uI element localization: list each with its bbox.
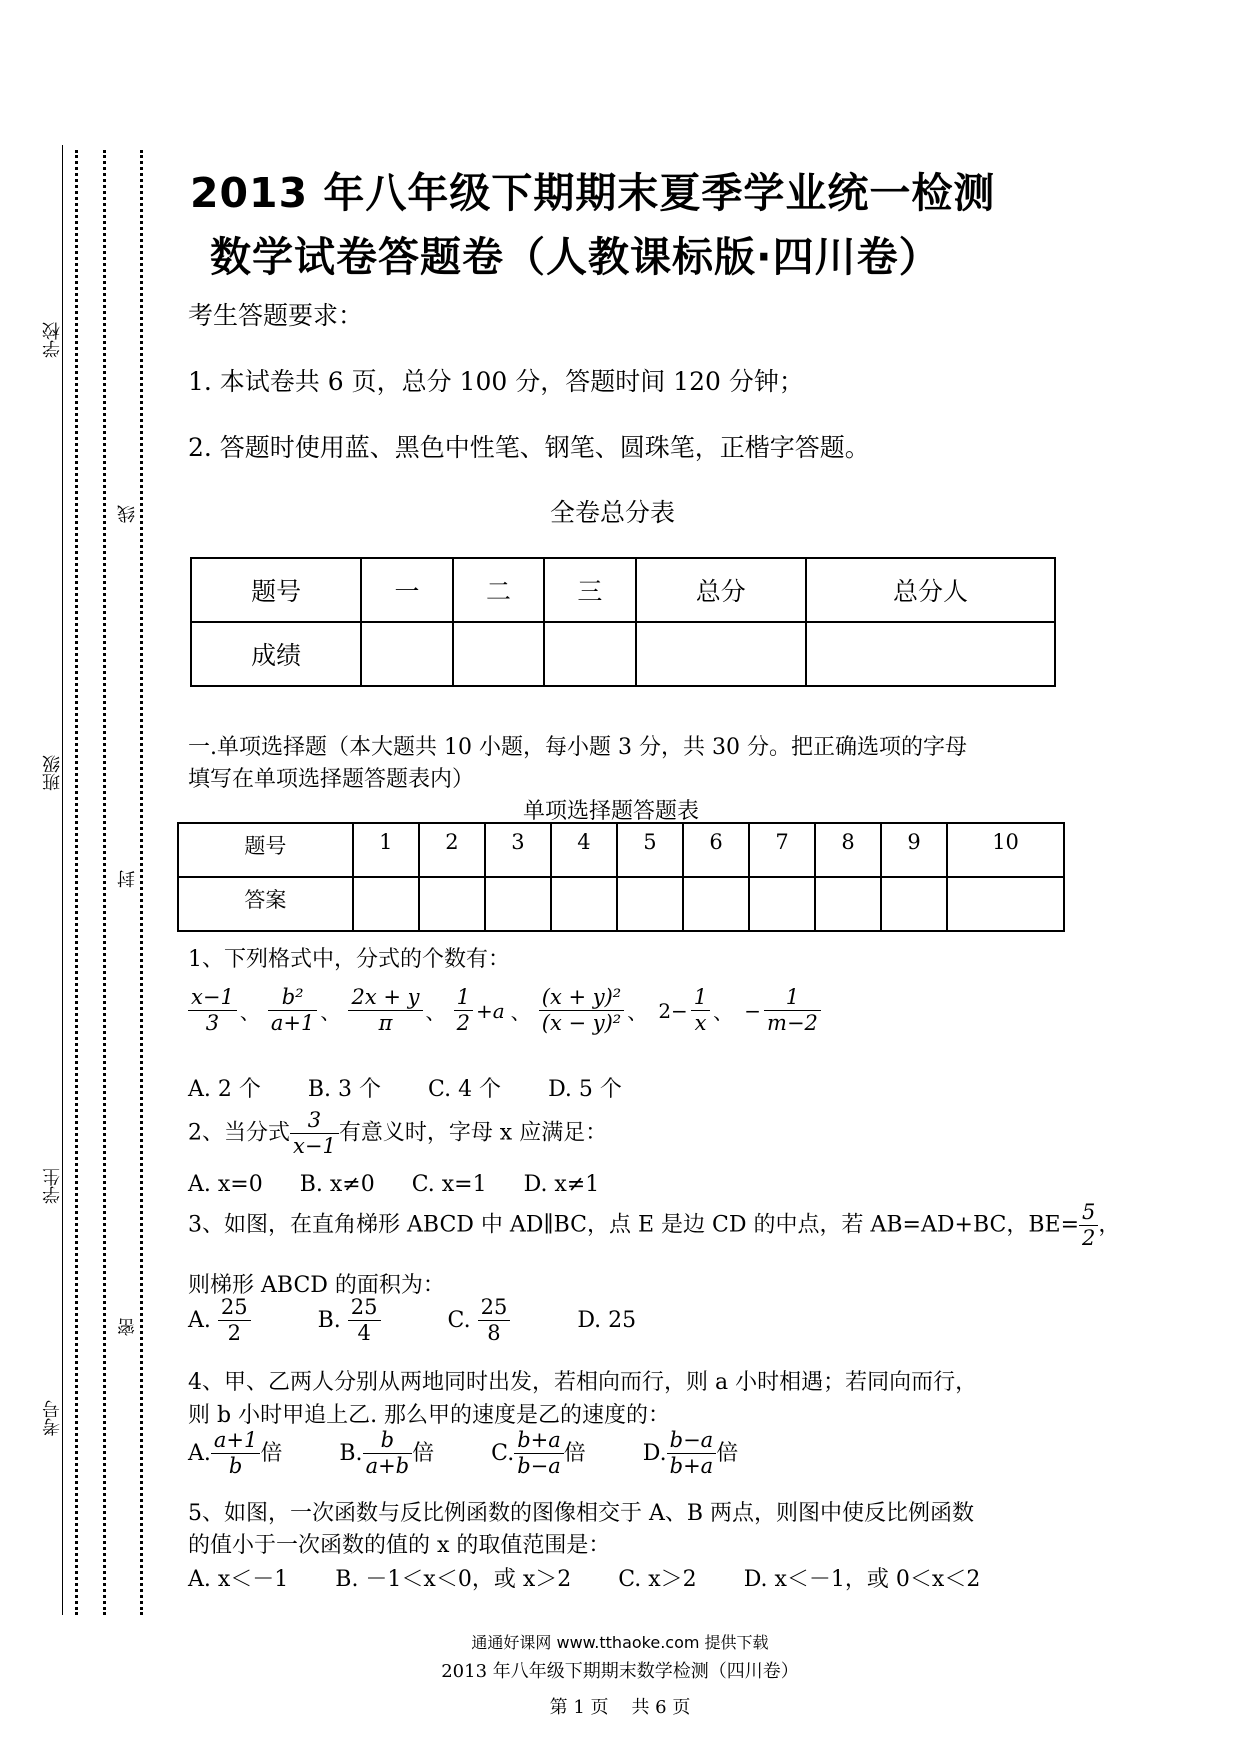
answer-cell[interactable] — [683, 877, 749, 931]
q2-option-b: B. x≠0 — [299, 1172, 375, 1197]
answer-table — [177, 822, 1065, 932]
score-cell[interactable] — [636, 622, 806, 686]
q3-options — [188, 1295, 636, 1346]
answer-cell[interactable] — [947, 877, 1064, 931]
q5-option-d: D. x＜－1，或 0＜x＜2 — [743, 1567, 981, 1592]
label-exam-number: 考号 — [42, 1400, 63, 1436]
binding-dotted-line-2 — [103, 150, 106, 1615]
q2-fraction: $\frac{3}{x-1}$ — [290, 1108, 339, 1159]
question-number: 2 — [419, 823, 485, 877]
question-number: 1 — [353, 823, 419, 877]
q3-option-b: B. $\frac{25}{4}$ — [318, 1308, 381, 1333]
score-header-cell: 题号 — [191, 558, 361, 622]
question-number: 4 — [551, 823, 617, 877]
q3-option-c: C. $\frac{25}{8}$ — [448, 1308, 511, 1333]
question-number: 6 — [683, 823, 749, 877]
answer-cell[interactable] — [815, 877, 881, 931]
question-number: 9 — [881, 823, 947, 877]
q3-stem-line1: 3、如图，在直角梯形 ABCD 中 AD∥BC，点 E 是边 CD 的中点，若 AB=AD+BC，BE= $\frac{5}{2}$ ， — [188, 1200, 1121, 1251]
requirement-item-1: 1. 本试卷共 6 页，总分 100 分，答题时间 120 分钟； — [188, 367, 804, 396]
score-cell[interactable] — [453, 622, 544, 686]
score-table-caption: 全卷总分表 — [550, 498, 676, 527]
score-cell[interactable] — [806, 622, 1055, 686]
q2-options — [188, 1172, 599, 1197]
question-number: 3 — [485, 823, 551, 877]
q1-expr-5: $\frac{\text{(x + y)²}}{\text{(x − y)²}}$ — [539, 985, 624, 1036]
question-number: 7 — [749, 823, 815, 877]
q3-option-d: D. 25 — [577, 1308, 637, 1334]
label-class: 班级 — [42, 755, 63, 791]
q5-stem-line1: 5、如图，一次函数与反比例函数的图像相交于 A、B 两点，则图中使反比例函数 — [188, 1501, 975, 1526]
answer-table-caption: 单项选择题答题表 — [523, 799, 700, 824]
footer-source: 通通好课网 www.tthaoke.com 提供下载 — [471, 1633, 769, 1652]
question-number: 10 — [947, 823, 1064, 877]
label-seal: 封 — [117, 870, 138, 888]
q4-option-b: B. $\frac{b}{a+b}$ 倍 — [339, 1428, 435, 1479]
q1-expr-4: $\frac{1}{2}$ — [454, 985, 473, 1036]
q1-option-d: D. 5 个 — [548, 1077, 622, 1102]
answer-cell[interactable] — [749, 877, 815, 931]
q4-stem-line2: 则 b 小时甲追上乙. 那么甲的速度是乙的速度的： — [188, 1403, 671, 1428]
q1-expr-2: $\frac{\text{b²}}{a+1}$ — [268, 985, 317, 1036]
q3-fraction: $\frac{5}{2}$ — [1079, 1200, 1098, 1251]
q1-expr-6: $\frac{1}{x}$ — [691, 985, 710, 1036]
q5-option-c: C. x＞2 — [618, 1567, 697, 1592]
answer-cell[interactable] — [551, 877, 617, 931]
section1-intro-line2: 填写在单项选择题答题表内） — [188, 767, 475, 792]
q4-option-d: D. $\frac{b-a}{b+a}$ 倍 — [642, 1428, 739, 1479]
score-header-cell: 三 — [544, 558, 635, 622]
label-school: 学校 — [42, 322, 63, 358]
page-title-line2: 数学试卷答题卷（人教课标版·四川卷） — [210, 233, 941, 281]
q4-option-a: A. $\frac{a+1}{b}$ 倍 — [188, 1428, 283, 1479]
score-header-cell: 总分 — [636, 558, 806, 622]
answer-cell[interactable] — [419, 877, 485, 931]
q5-stem-line2: 的值小于一次函数的值的 x 的取值范围是： — [188, 1533, 611, 1558]
answer-cell[interactable] — [617, 877, 683, 931]
q1-option-b: B. 3 个 — [307, 1077, 382, 1102]
score-cell[interactable] — [361, 622, 452, 686]
section1-intro-line1: 一.单项选择题（本大题共 10 小题，每小题 3 分，共 30 分。把正确选项的字母 — [188, 735, 967, 760]
binding-dotted-line-1 — [75, 150, 78, 1615]
q1-expr-3: $\frac{2x + y}{\pi}$ — [348, 985, 422, 1036]
q1-option-c: C. 4 个 — [428, 1077, 502, 1102]
label-student: 学生 — [42, 1168, 63, 1204]
answer-table-header: 题号 — [178, 823, 353, 877]
question-number: 5 — [617, 823, 683, 877]
score-table — [190, 557, 1056, 687]
q2-option-d: D. x≠1 — [523, 1172, 600, 1197]
q1-stem: 1、下列格式中，分式的个数有： — [188, 947, 510, 972]
question-number: 8 — [815, 823, 881, 877]
q2-option-c: C. x=1 — [411, 1172, 487, 1197]
q2-stem: 2、当分式 $\frac{3}{x-1}$ 有意义时，字母 x 应满足： — [188, 1108, 608, 1159]
answer-cell[interactable] — [881, 877, 947, 931]
score-header-cell: 总分人 — [806, 558, 1055, 622]
q1-expr-1: $\frac{x-1}{3}$ — [188, 985, 237, 1036]
footer-exam-name: 2013 年八年级下期期末数学检测（四川卷） — [441, 1661, 799, 1682]
page-title-line1: 2013 年八年级下期期末夏季学业统一检测 — [190, 169, 996, 217]
q3-option-a: A. $\frac{25}{2}$ — [188, 1308, 251, 1333]
q5-option-b: B. －1＜x＜0，或 x＞2 — [335, 1567, 572, 1592]
q5-option-a: A. x＜－1 — [188, 1567, 289, 1592]
q3-stem-line2: 则梯形 ABCD 的面积为： — [188, 1273, 445, 1298]
requirement-item-2: 2. 答题时使用蓝、黑色中性笔、钢笔、圆珠笔，正楷字答题。 — [188, 433, 870, 462]
q5-options — [188, 1562, 980, 1593]
score-cell[interactable] — [544, 622, 635, 686]
q1-expressions: $\frac{x-1}{3}$ 、 $\frac{\text{b²}}{a+1}$ 、 $\frac{2x + y}{\pi}$ 、 $\frac{1}{2}$ +a 、 $\frac{\text{(x + y)²}}{\text{(x − y)²}}$ 、 2− $\frac{1}{x}$ 、 − $\frac{1}{m-2}$ — [188, 985, 821, 1036]
requirements-heading: 考生答题要求： — [188, 301, 364, 330]
label-secret: 密 — [117, 1318, 138, 1336]
q1-option-a: A. 2 个 — [188, 1077, 261, 1102]
q4-stem-line1: 4、甲、乙两人分别从两地同时出发，若相向而行，则 a 小时相遇；若同向而行， — [188, 1370, 978, 1395]
q2-option-a: A. x=0 — [188, 1172, 263, 1197]
q4-options — [188, 1428, 738, 1479]
answer-cell[interactable] — [485, 877, 551, 931]
binding-solid-line — [62, 145, 63, 1615]
score-row-label: 成绩 — [191, 622, 361, 686]
footer-page-number: 第 1 页 共 6 页 — [549, 1697, 691, 1718]
label-line: 线 — [117, 505, 138, 523]
q1-expr-7: $\frac{1}{m-2}$ — [764, 985, 821, 1036]
answer-cell[interactable] — [353, 877, 419, 931]
answer-row-label: 答案 — [178, 877, 353, 931]
score-header-cell: 二 — [453, 558, 544, 622]
q1-options — [188, 1072, 622, 1103]
score-header-cell: 一 — [361, 558, 452, 622]
q4-option-c: C. $\frac{b+a}{b-a}$ 倍 — [491, 1428, 586, 1479]
